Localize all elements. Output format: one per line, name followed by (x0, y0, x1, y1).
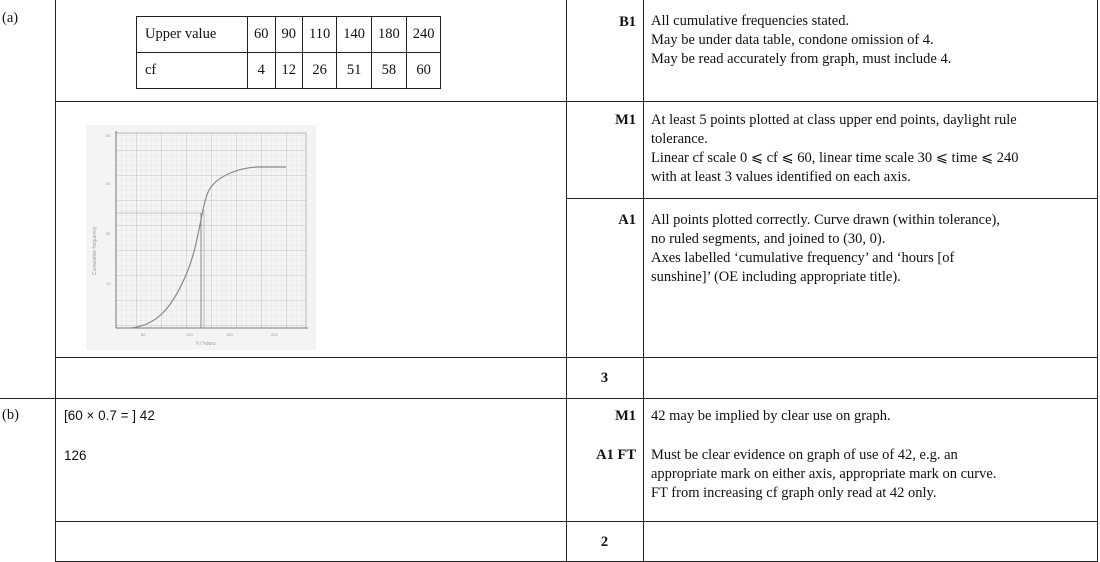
mark-notes-b-1: 42 may be implied by clear use on graph. (651, 408, 891, 424)
mark-notes-a-1: All cumulative frequencies stated. May be under data table, condone omission of 4. May be read accurately from graph, must include 4. (651, 13, 952, 67)
row-line-3 (0, 398, 1098, 399)
row-line-mark-1 (566, 198, 1098, 199)
mark-code-b-2: A1 FT (596, 447, 636, 463)
svg-text:120: 120 (186, 332, 193, 337)
graph-x-axis-label: h / hours (196, 341, 216, 347)
svg-text:200: 200 (271, 332, 278, 337)
svg-text:60: 60 (106, 133, 111, 138)
border-col-3 (643, 0, 644, 562)
table-row-cf (137, 53, 441, 89)
graph-grid (116, 133, 306, 328)
total-a: 3 (600, 370, 609, 386)
table-cell: 26 (303, 53, 337, 89)
table-row-upper (137, 17, 441, 53)
border-left (55, 0, 56, 562)
table-cell: 60 (248, 17, 276, 53)
row-line-1 (55, 101, 1098, 102)
table-cell: 60 (406, 53, 441, 89)
working-b-2: 126 (64, 448, 87, 463)
table-cell: 12 (275, 53, 303, 89)
table-header-upper-value: Upper value (137, 17, 248, 53)
total-b: 2 (600, 534, 609, 550)
row-line-4 (55, 521, 1098, 522)
mark-notes-a-2: At least 5 points plotted at class upper end points, daylight rule tolerance. Linear cf scale 0 ⩽ cf ⩽ 60, linear time scale 30 ⩽ time ⩽ 240 with at least 3 values identified on each axis. (651, 112, 1019, 185)
graph-y-axis-label: Cumulative frequency (92, 226, 98, 275)
part-a-label: (a) (2, 10, 19, 26)
table-cell: 240 (406, 17, 441, 53)
svg-text:10: 10 (106, 281, 111, 286)
table-cell: 51 (337, 53, 372, 89)
mark-code-a-3: A1 (618, 212, 636, 228)
cumulative-frequency-graph (86, 125, 316, 350)
mark-notes-b-2: Must be clear evidence on graph of use of 42, e.g. an appropriate mark on either axis, appropriate mark on curve. FT from increasing cf graph only read at 42 only. (651, 447, 997, 501)
border-col-2 (566, 0, 567, 562)
table-header-cf: cf (137, 53, 248, 89)
table-cell: 90 (275, 17, 303, 53)
svg-text:60: 60 (141, 332, 146, 337)
table-cell: 4 (248, 53, 276, 89)
svg-text:30: 30 (106, 231, 111, 236)
border-right (1097, 0, 1098, 562)
table-cell: 58 (371, 53, 406, 89)
working-b-1: [60 × 0.7 = ] 42 (64, 408, 155, 423)
graph-svg (86, 125, 316, 350)
mark-code-a-2: M1 (615, 112, 636, 128)
part-b-label: (b) (2, 407, 19, 423)
table-cell: 140 (337, 17, 372, 53)
table-cell: 110 (303, 17, 337, 53)
table-cell: 180 (371, 17, 406, 53)
mark-code-b-1: M1 (615, 408, 636, 424)
svg-text:160: 160 (226, 332, 233, 337)
cumulative-frequency-table (136, 16, 441, 89)
svg-text:40: 40 (106, 181, 111, 186)
mark-notes-a-3: All points plotted correctly. Curve drawn (within tolerance), no ruled segments, and joined to (30, 0). Axes labelled ‘cumulative frequency’ and ‘hours [of sunshine]’ (OE including appropriate title). (651, 212, 1000, 285)
mark-code-a-1: B1 (619, 14, 636, 30)
row-line-2 (55, 357, 1098, 358)
